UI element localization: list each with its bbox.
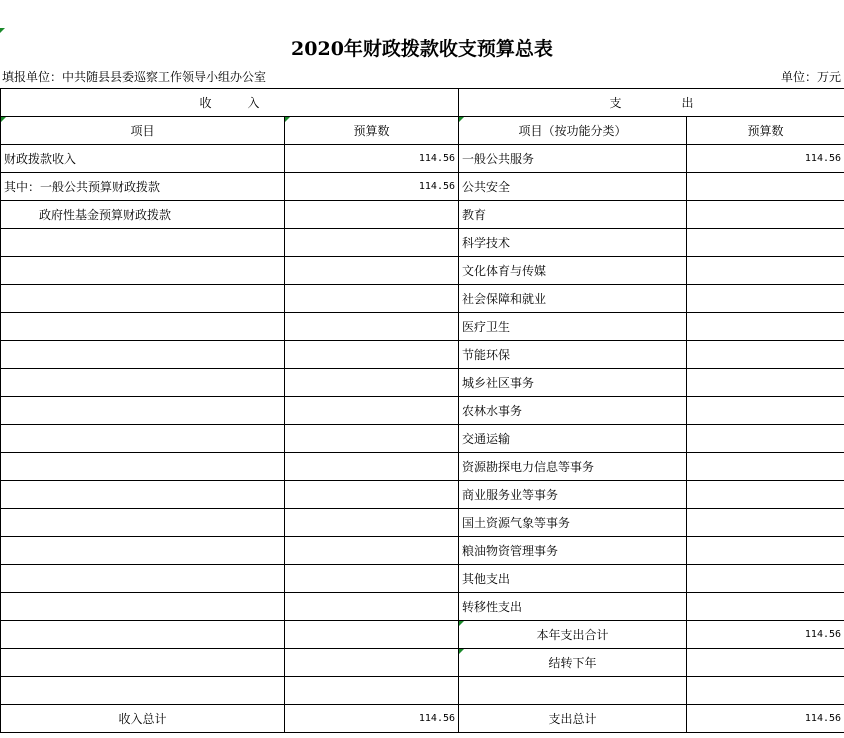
expense-item-cell: 农林水事务 <box>459 397 687 425</box>
expense-item-cell: 本年支出合计 <box>459 621 687 649</box>
income-value-cell <box>285 509 459 537</box>
income-item-cell <box>1 509 285 537</box>
table-row <box>1 425 844 453</box>
income-value-cell <box>285 201 459 229</box>
expense-value-cell <box>687 565 844 593</box>
expense-item-cell: 教育 <box>459 201 687 229</box>
income-total-label: 收入总计 <box>1 705 285 733</box>
table-row <box>1 537 844 565</box>
table-row <box>1 453 844 481</box>
income-item-cell <box>1 397 285 425</box>
expense-value-cell <box>687 369 844 397</box>
table-row <box>1 621 844 649</box>
income-value-cell <box>285 285 459 313</box>
income-item-cell <box>1 369 285 397</box>
expense-item-cell: 社会保障和就业 <box>459 285 687 313</box>
income-item-cell <box>1 425 285 453</box>
income-value-cell <box>285 537 459 565</box>
expense-value-cell <box>687 229 844 257</box>
expense-total-value: 114.56 <box>687 705 844 733</box>
expense-item-cell: 国土资源气象等事务 <box>459 509 687 537</box>
col-budget-header: 预算数 <box>285 117 459 145</box>
expense-item-cell: 资源勘探电力信息等事务 <box>459 453 687 481</box>
section-header-row <box>1 89 844 117</box>
income-item-cell <box>1 481 285 509</box>
expense-value-cell <box>687 425 844 453</box>
col-item-header: 项目 <box>1 117 285 145</box>
income-value-cell <box>285 313 459 341</box>
expense-value-cell <box>687 677 844 705</box>
expense-item-cell: 文化体育与传媒 <box>459 257 687 285</box>
expense-item-cell: 其他支出 <box>459 565 687 593</box>
expense-item-cell: 交通运输 <box>459 425 687 453</box>
income-value-cell: 114.56 <box>285 145 459 173</box>
cell-marker <box>0 28 5 33</box>
expense-item-cell: 公共安全 <box>459 173 687 201</box>
expense-value-cell <box>687 173 844 201</box>
table-row <box>1 649 844 677</box>
expense-value-cell <box>687 537 844 565</box>
expense-item-cell: 商业服务业等事务 <box>459 481 687 509</box>
expense-value-cell <box>687 257 844 285</box>
income-item-cell <box>1 229 285 257</box>
expense-value-cell <box>687 649 844 677</box>
expense-item-cell: 节能环保 <box>459 341 687 369</box>
reporting-unit: 填报单位：中共随县县委巡察工作领导小组办公室 <box>2 70 267 84</box>
income-item-cell <box>1 313 285 341</box>
income-value-cell <box>285 341 459 369</box>
page-title: 2020年财政拨款收支预算总表 <box>291 38 553 60</box>
income-value-cell <box>285 257 459 285</box>
expense-value-cell <box>687 453 844 481</box>
income-value-cell: 114.56 <box>285 173 459 201</box>
col-budget2-header: 预算数 <box>687 117 844 145</box>
income-item-cell: 政府性基金预算财政拨款 <box>1 201 285 229</box>
currency-unit: 单位：万元 <box>780 70 841 84</box>
table-row <box>1 565 844 593</box>
total-row <box>1 705 844 733</box>
income-total-value: 114.56 <box>285 705 459 733</box>
income-value-cell <box>285 229 459 257</box>
expense-item-cell: 城乡社区事务 <box>459 369 687 397</box>
income-item-cell <box>1 453 285 481</box>
income-item-cell <box>1 677 285 705</box>
expense-item-cell <box>459 677 687 705</box>
income-value-cell <box>285 621 459 649</box>
table-row <box>1 285 844 313</box>
income-value-cell <box>285 453 459 481</box>
table-row <box>1 341 844 369</box>
income-item-cell: 财政拨款收入 <box>1 145 285 173</box>
expense-value-cell <box>687 509 844 537</box>
expense-total-label: 支出总计 <box>459 705 687 733</box>
income-value-cell <box>285 593 459 621</box>
table-row <box>1 229 844 257</box>
table-row <box>1 509 844 537</box>
expense-value-cell <box>687 397 844 425</box>
expense-value-cell <box>687 285 844 313</box>
income-item-cell <box>1 257 285 285</box>
income-item-cell <box>1 341 285 369</box>
table-row <box>1 313 844 341</box>
expense-item-cell: 粮油物资管理事务 <box>459 537 687 565</box>
expense-item-cell: 转移性支出 <box>459 593 687 621</box>
expense-value-cell: 114.56 <box>687 621 844 649</box>
expense-item-cell: 结转下年 <box>459 649 687 677</box>
budget-table <box>0 88 844 733</box>
table-row <box>1 145 844 173</box>
table-row <box>1 593 844 621</box>
column-header-row <box>1 117 844 145</box>
col-item-func-header: 项目（按功能分类） <box>459 117 687 145</box>
income-value-cell <box>285 481 459 509</box>
expense-item-cell: 一般公共服务 <box>459 145 687 173</box>
income-item-cell <box>1 593 285 621</box>
expense-value-cell <box>687 313 844 341</box>
expense-item-cell: 科学技术 <box>459 229 687 257</box>
expense-value-cell <box>687 201 844 229</box>
income-item-cell <box>1 649 285 677</box>
expense-value-cell <box>687 593 844 621</box>
income-value-cell <box>285 677 459 705</box>
table-row <box>1 257 844 285</box>
income-item-cell <box>1 565 285 593</box>
income-value-cell <box>285 565 459 593</box>
income-value-cell <box>285 397 459 425</box>
income-item-cell <box>1 621 285 649</box>
table-row <box>1 201 844 229</box>
table-row <box>1 369 844 397</box>
table-row <box>1 397 844 425</box>
expense-header: 支 出 <box>459 89 844 117</box>
table-row <box>1 677 844 705</box>
income-item-cell: 其中：一般公共预算财政拨款 <box>1 173 285 201</box>
expense-item-cell: 医疗卫生 <box>459 313 687 341</box>
table-row <box>1 173 844 201</box>
expense-value-cell <box>687 481 844 509</box>
income-value-cell <box>285 425 459 453</box>
income-value-cell <box>285 369 459 397</box>
table-row <box>1 481 844 509</box>
expense-value-cell <box>687 341 844 369</box>
income-value-cell <box>285 649 459 677</box>
income-header: 收 入 <box>1 89 459 117</box>
expense-value-cell: 114.56 <box>687 145 844 173</box>
income-item-cell <box>1 285 285 313</box>
income-item-cell <box>1 537 285 565</box>
